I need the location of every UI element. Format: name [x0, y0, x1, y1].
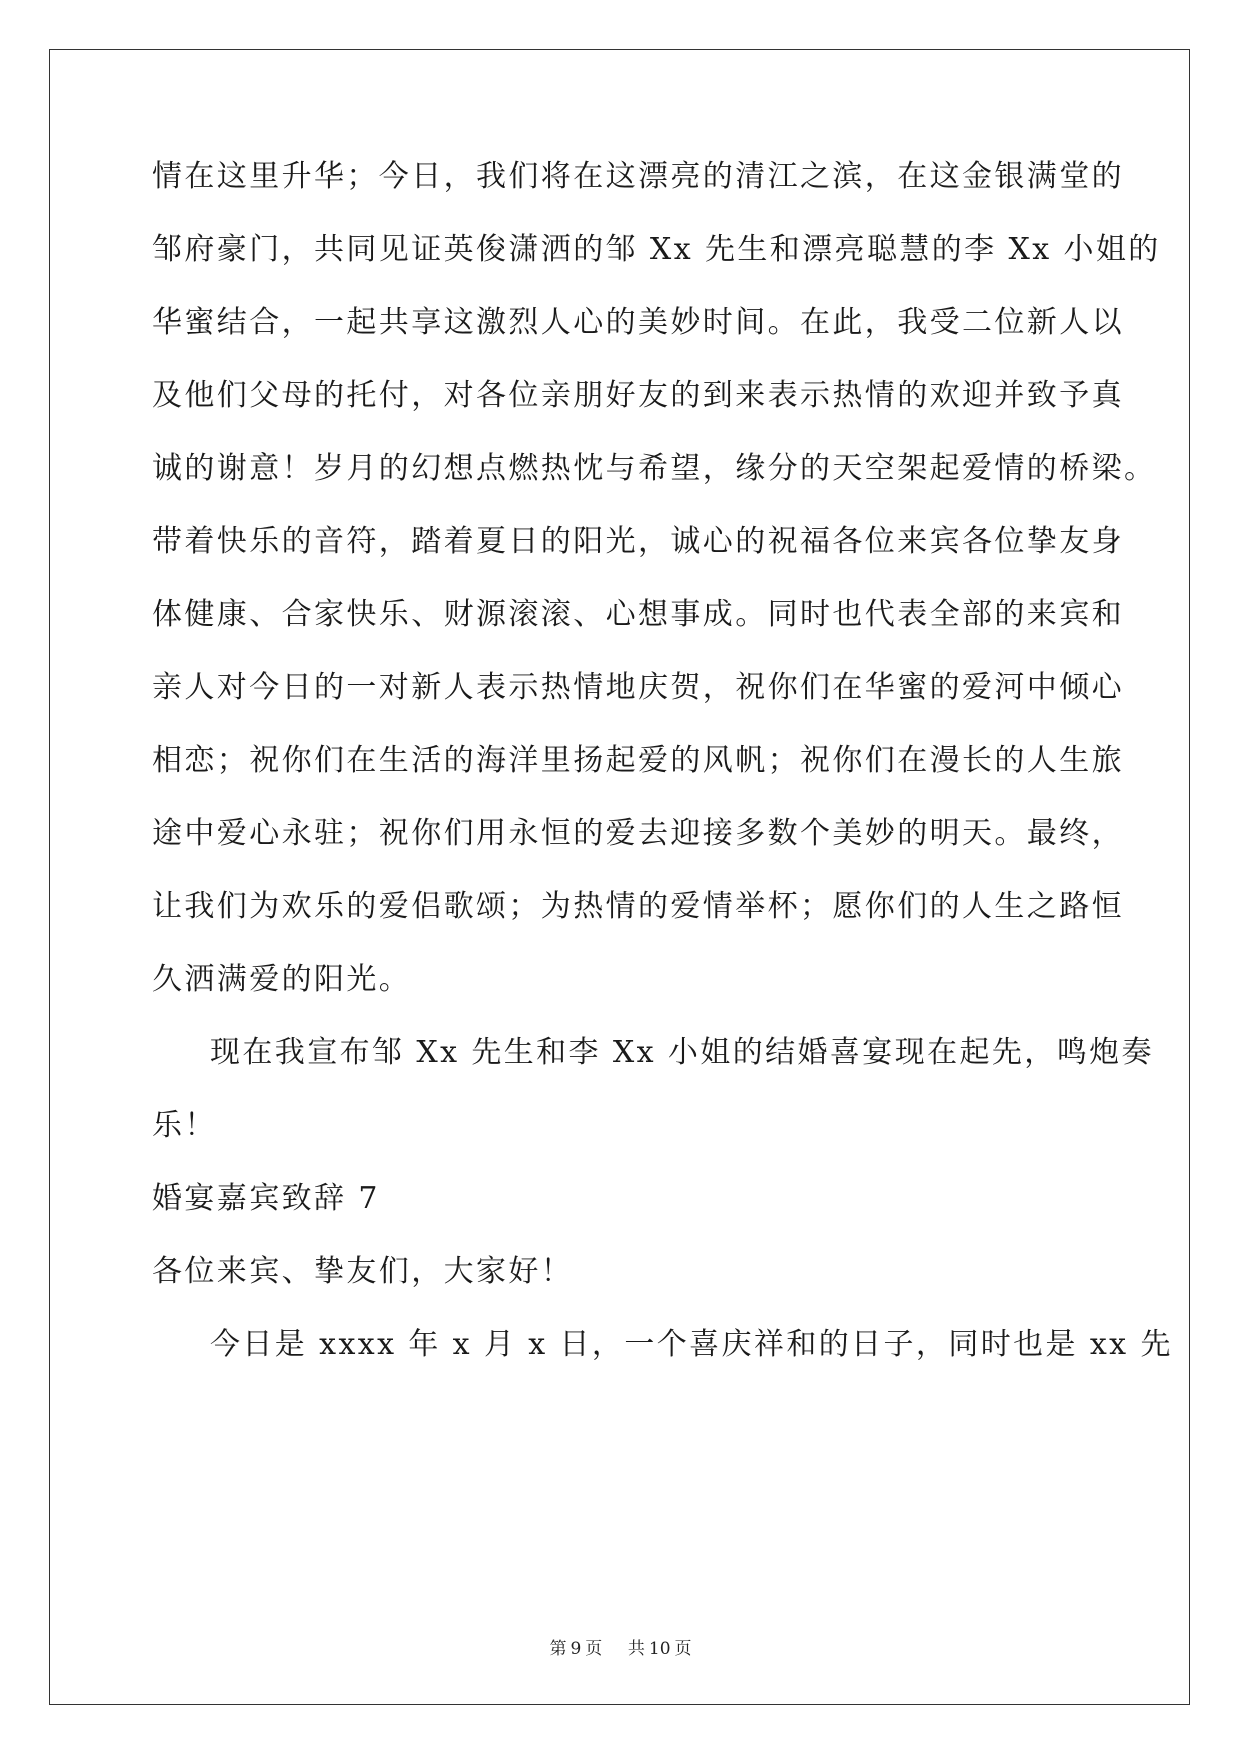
text-line: 带着快乐的音符，踏着夏日的阳光，诚心的祝福各位来宾各位挚友身 — [152, 524, 1124, 559]
text-line: 久洒满爱的阳光。 — [152, 962, 412, 997]
page-number-suffix: 页 — [585, 1639, 603, 1659]
total-pages-number: 10 — [648, 1639, 671, 1659]
text-line: 让我们为欢乐的爱侣歌颂；为热情的爱情举杯；愿你们的人生之路恒 — [152, 889, 1124, 924]
paragraph-first-line: 今日是 xxxx 年 x 月 x 日，一个喜庆祥和的日子，同时也是 xx 先 — [210, 1327, 1173, 1362]
page-number-prefix: 第 — [549, 1639, 567, 1659]
text-line: 情在这里升华；今日，我们将在这漂亮的清江之滨，在这金银满堂的 — [152, 159, 1124, 194]
total-pages-suffix: 页 — [674, 1639, 692, 1659]
page-footer — [0, 1634, 1241, 1659]
text-line: 邹府豪门，共同见证英俊潇洒的邹 Xx 先生和漂亮聪慧的李 Xx 小姐的 — [152, 232, 1161, 267]
text-line: 诚的谢意！岁月的幻想点燃热忱与希望，缘分的天空架起爱情的桥梁。 — [152, 451, 1157, 486]
text-line: 婚宴嘉宾致辞 7 — [152, 1181, 380, 1216]
text-line: 途中爱心永驻；祝你们用永恒的爱去迎接多数个美妙的明天。最终， — [152, 816, 1124, 851]
page-number: 9 — [570, 1639, 582, 1659]
text-line: 亲人对今日的一对新人表示热情地庆贺，祝你们在华蜜的爱河中倾心 — [152, 670, 1124, 705]
text-line: 华蜜结合，一起共享这激烈人心的美妙时间。在此，我受二位新人以 — [152, 305, 1124, 340]
text-line: 相恋；祝你们在生活的海洋里扬起爱的风帆；祝你们在漫长的人生旅 — [152, 743, 1124, 778]
text-line: 乐！ — [152, 1108, 217, 1143]
page-frame — [49, 49, 1190, 1705]
paragraph-first-line: 现在我宣布邹 Xx 先生和李 Xx 小姐的结婚喜宴现在起先，鸣炮奏 — [210, 1035, 1154, 1070]
text-line: 各位来宾、挚友们，大家好！ — [152, 1254, 574, 1289]
text-line: 体健康、合家快乐、财源滚滚、心想事成。同时也代表全部的来宾和 — [152, 597, 1124, 632]
text-line: 及他们父母的托付，对各位亲朋好友的到来表示热情的欢迎并致予真 — [152, 378, 1124, 413]
total-pages-prefix: 共 — [627, 1639, 645, 1659]
